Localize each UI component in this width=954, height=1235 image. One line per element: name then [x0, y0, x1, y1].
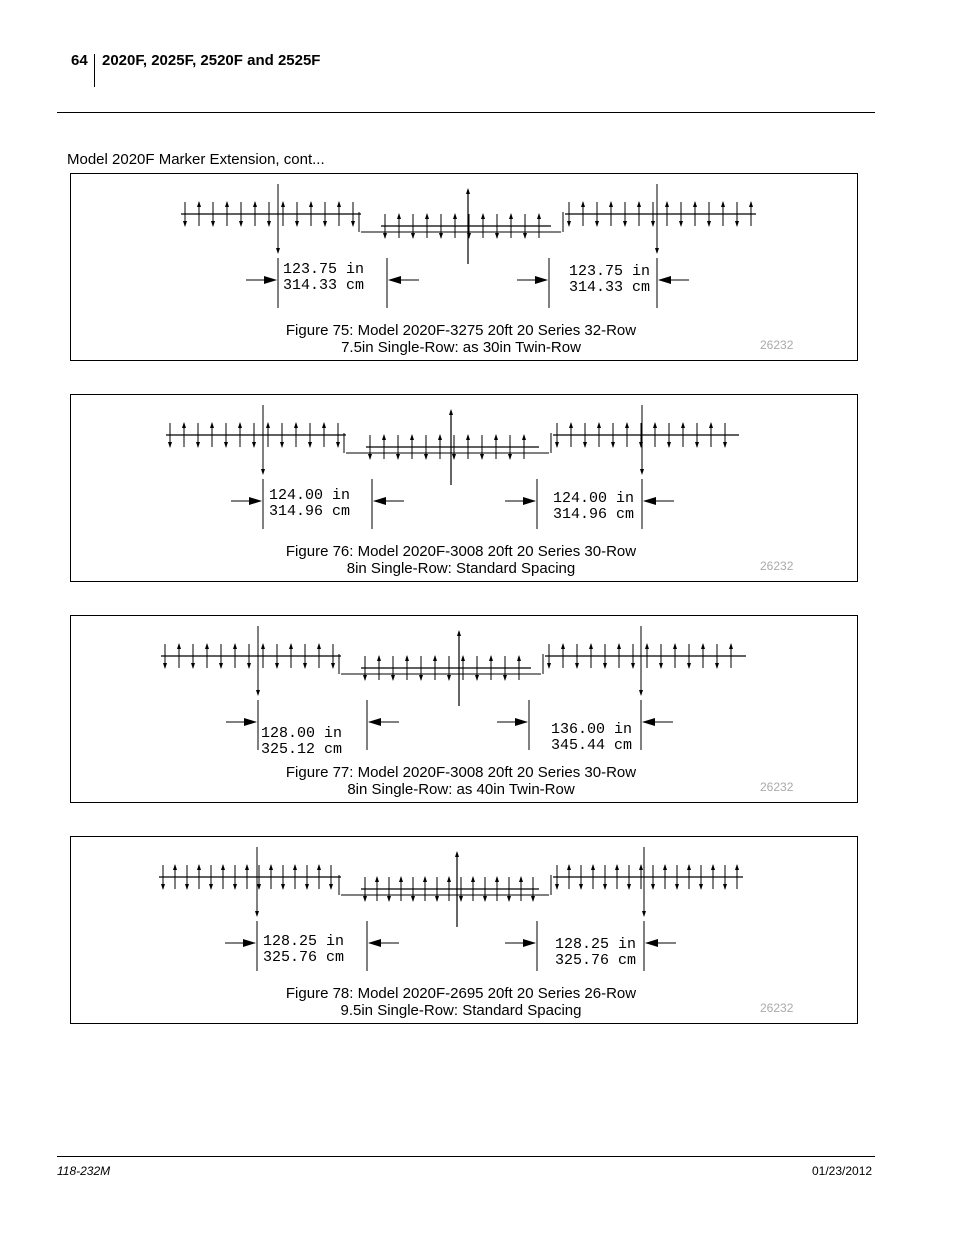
row-arrow	[631, 663, 635, 669]
row-arrow	[639, 864, 643, 870]
row-arrow	[667, 442, 671, 448]
row-arrow	[329, 884, 333, 890]
row-arrow	[645, 643, 649, 649]
row-arrow	[196, 442, 200, 448]
left-marker-arrow	[255, 911, 259, 917]
row-arrow	[233, 884, 237, 890]
row-arrow	[567, 864, 571, 870]
row-arrow	[289, 643, 293, 649]
row-arrow	[495, 233, 499, 239]
row-arrow	[597, 422, 601, 428]
row-arrow	[238, 422, 242, 428]
row-arrow	[425, 213, 429, 219]
left-dim-arrowhead-a	[264, 276, 277, 284]
row-arrow	[589, 643, 593, 649]
left-dim-arrowhead-a	[249, 497, 262, 505]
row-arrow	[611, 442, 615, 448]
row-arrow	[197, 201, 201, 207]
right-dim-cm: 314.33 cm	[569, 279, 651, 296]
row-arrow	[336, 442, 340, 448]
row-arrow	[191, 663, 195, 669]
left-dim-arrowhead-b	[368, 939, 381, 947]
row-arrow	[209, 884, 213, 890]
row-arrow	[183, 221, 187, 227]
left-marker-arrow	[256, 690, 260, 696]
row-arrow	[211, 221, 215, 227]
right-dim-in: 136.00 in	[551, 721, 633, 738]
row-arrow	[185, 884, 189, 890]
left-dim-cm: 325.12 cm	[261, 741, 343, 758]
right-dim-arrowhead-a	[535, 276, 548, 284]
right-dim-in: 128.25 in	[555, 936, 637, 953]
row-arrow	[569, 422, 573, 428]
row-arrow	[295, 221, 299, 227]
row-arrow	[257, 884, 261, 890]
row-arrow	[637, 201, 641, 207]
row-arrow	[168, 442, 172, 448]
left-dim-arrowhead-b	[388, 276, 401, 284]
row-arrow	[210, 422, 214, 428]
row-arrow	[723, 884, 727, 890]
row-arrow	[508, 454, 512, 460]
row-arrow	[459, 896, 463, 902]
row-arrow	[363, 675, 367, 681]
right-dim-arrowhead-a	[515, 718, 528, 726]
row-arrow	[219, 663, 223, 669]
hitch-arrow	[466, 188, 470, 194]
right-dim-arrowhead-a	[523, 497, 536, 505]
row-arrow	[623, 221, 627, 227]
left-marker-arrow	[276, 248, 280, 254]
right-marker-arrow	[640, 469, 644, 475]
row-arrow	[625, 422, 629, 428]
row-arrow	[547, 663, 551, 669]
row-arrow	[447, 876, 451, 882]
figure-caption	[71, 543, 851, 577]
figure-75	[70, 173, 858, 361]
row-arrow	[517, 655, 521, 661]
row-arrow	[693, 201, 697, 207]
row-arrow	[247, 663, 251, 669]
row-arrow	[452, 454, 456, 460]
row-arrow	[205, 643, 209, 649]
row-arrow	[695, 442, 699, 448]
row-arrow	[679, 221, 683, 227]
left-dim-cm: 314.33 cm	[283, 277, 365, 294]
figure-78	[70, 836, 858, 1024]
row-arrow	[447, 675, 451, 681]
row-arrow	[305, 884, 309, 890]
row-arrow	[322, 422, 326, 428]
left-dimension	[269, 488, 350, 520]
header-divider	[94, 54, 95, 87]
row-arrow	[233, 643, 237, 649]
figure-caption	[71, 985, 851, 1019]
row-arrow	[475, 675, 479, 681]
row-arrow	[723, 442, 727, 448]
row-arrow	[735, 221, 739, 227]
row-arrow	[627, 884, 631, 890]
row-arrow	[591, 864, 595, 870]
document-number: 118-232M	[57, 1164, 111, 1178]
row-arrow	[603, 663, 607, 669]
row-arrow	[651, 884, 655, 890]
row-arrow	[617, 643, 621, 649]
right-dim-in: 123.75 in	[569, 263, 651, 280]
row-arrow	[221, 864, 225, 870]
row-arrow	[509, 213, 513, 219]
row-arrow	[410, 434, 414, 440]
row-arrow	[675, 884, 679, 890]
hitch-arrow	[449, 409, 453, 415]
row-arrow	[581, 201, 585, 207]
row-arrow	[245, 864, 249, 870]
right-dimension	[553, 491, 634, 523]
left-dim-arrowhead-a	[243, 939, 256, 947]
row-arrow	[239, 221, 243, 227]
row-arrow	[396, 454, 400, 460]
row-arrow	[309, 201, 313, 207]
figure-id: 26232	[760, 338, 794, 352]
row-arrow	[281, 884, 285, 890]
row-arrow	[659, 663, 663, 669]
row-arrow	[615, 864, 619, 870]
row-arrow	[337, 201, 341, 207]
right-dim-arrowhead-b	[645, 939, 658, 947]
row-arrow	[280, 442, 284, 448]
row-arrow	[595, 221, 599, 227]
row-arrow	[721, 201, 725, 207]
row-arrow	[609, 201, 613, 207]
right-dim-arrowhead-a	[523, 939, 536, 947]
row-arrow	[555, 884, 559, 890]
row-arrow	[453, 213, 457, 219]
publication-date: 01/23/2012	[812, 1164, 873, 1178]
row-arrow	[405, 655, 409, 661]
row-arrow	[495, 876, 499, 882]
row-arrow	[707, 221, 711, 227]
row-arrow	[252, 442, 256, 448]
figure-caption	[71, 322, 851, 356]
row-arrow	[399, 876, 403, 882]
left-dim-arrowhead-b	[373, 497, 386, 505]
left-dim-in: 123.75 in	[283, 261, 365, 278]
row-arrow	[161, 884, 165, 890]
row-arrow	[433, 655, 437, 661]
figure-76	[70, 394, 858, 582]
row-arrow	[481, 213, 485, 219]
figure-caption	[71, 764, 851, 798]
left-dimension	[261, 726, 342, 758]
hitch-arrow	[457, 630, 461, 636]
row-arrow	[729, 643, 733, 649]
row-arrow	[275, 663, 279, 669]
right-dimension	[555, 937, 636, 969]
row-arrow	[583, 442, 587, 448]
right-marker-arrow	[642, 911, 646, 917]
row-arrow	[391, 675, 395, 681]
row-arrow	[461, 655, 465, 661]
row-arrow	[555, 442, 559, 448]
right-dimension	[551, 722, 632, 754]
right-dimension	[569, 264, 650, 296]
left-dim-arrowhead-b	[368, 718, 381, 726]
row-arrow	[383, 233, 387, 239]
right-dim-cm: 345.44 cm	[551, 737, 633, 754]
row-arrow	[699, 884, 703, 890]
row-arrow	[363, 896, 367, 902]
left-dim-cm: 325.76 cm	[263, 949, 345, 966]
row-arrow	[489, 655, 493, 661]
hitch-arrow	[455, 851, 459, 857]
row-arrow	[673, 643, 677, 649]
row-arrow	[561, 643, 565, 649]
row-arrow	[651, 221, 655, 227]
right-dim-arrowhead-b	[642, 718, 655, 726]
row-arrow	[507, 896, 511, 902]
caption-line-1: Figure 76: Model 2020F-3008 20ft 20 Series 30-Row	[285, 543, 637, 560]
row-arrow	[267, 221, 271, 227]
caption-line-1: Figure 78: Model 2020F-2695 20ft 20 Series 26-Row	[285, 985, 637, 1002]
row-arrow	[375, 876, 379, 882]
right-dim-arrowhead-b	[658, 276, 671, 284]
figure-id: 26232	[760, 559, 794, 573]
row-arrow	[531, 896, 535, 902]
row-arrow	[261, 643, 265, 649]
left-dim-arrowhead-a	[244, 718, 257, 726]
row-arrow	[182, 422, 186, 428]
row-arrow	[681, 422, 685, 428]
row-arrow	[687, 864, 691, 870]
row-arrow	[308, 442, 312, 448]
row-arrow	[303, 663, 307, 669]
row-arrow	[522, 434, 526, 440]
left-marker-arrow	[261, 469, 265, 475]
left-dimension	[283, 262, 364, 294]
row-arrow	[377, 655, 381, 661]
left-dim-in: 128.00 in	[261, 725, 343, 742]
right-dim-arrowhead-b	[643, 497, 656, 505]
row-arrow	[382, 434, 386, 440]
row-arrow	[419, 675, 423, 681]
row-arrow	[494, 434, 498, 440]
footer-rule	[57, 1156, 875, 1157]
row-arrow	[368, 454, 372, 460]
row-arrow	[266, 422, 270, 428]
header-rule	[57, 112, 875, 113]
row-arrow	[331, 663, 335, 669]
left-dim-in: 124.00 in	[269, 487, 351, 504]
row-arrow	[173, 864, 177, 870]
row-arrow	[397, 213, 401, 219]
caption-line-2: 8in Single-Row: Standard Spacing	[346, 560, 576, 577]
figure-id: 26232	[760, 780, 794, 794]
row-arrow	[471, 876, 475, 882]
row-arrow	[711, 864, 715, 870]
caption-line-2: 8in Single-Row: as 40in Twin-Row	[347, 781, 575, 798]
row-arrow	[411, 233, 415, 239]
row-arrow	[519, 876, 523, 882]
row-arrow	[177, 643, 181, 649]
row-arrow	[317, 864, 321, 870]
row-arrow	[665, 201, 669, 207]
section-intro: Model 2020F Marker Extension, cont...	[67, 151, 325, 168]
row-arrow	[438, 434, 442, 440]
row-arrow	[715, 663, 719, 669]
row-arrow	[735, 864, 739, 870]
row-arrow	[435, 896, 439, 902]
row-arrow	[579, 884, 583, 890]
row-arrow	[163, 663, 167, 669]
row-arrow	[439, 233, 443, 239]
caption-line-1: Figure 77: Model 2020F-3008 20ft 20 Series 30-Row	[285, 764, 637, 781]
row-arrow	[523, 233, 527, 239]
row-arrow	[197, 864, 201, 870]
row-arrow	[480, 454, 484, 460]
row-arrow	[423, 876, 427, 882]
figure-77	[70, 615, 858, 803]
left-dim-cm: 314.96 cm	[269, 503, 351, 520]
row-arrow	[424, 454, 428, 460]
row-arrow	[294, 422, 298, 428]
caption-line-2: 7.5in Single-Row: as 30in Twin-Row	[341, 339, 581, 356]
row-arrow	[537, 213, 541, 219]
row-arrow	[323, 221, 327, 227]
row-arrow	[483, 896, 487, 902]
row-arrow	[687, 663, 691, 669]
row-arrow	[701, 643, 705, 649]
caption-line-1: Figure 75: Model 2020F-3275 20ft 20 Series 32-Row	[285, 322, 637, 339]
row-arrow	[224, 442, 228, 448]
row-arrow	[709, 422, 713, 428]
row-arrow	[663, 864, 667, 870]
row-arrow	[603, 884, 607, 890]
row-arrow	[253, 201, 257, 207]
row-arrow	[351, 221, 355, 227]
row-arrow	[317, 643, 321, 649]
page-title: 2020F, 2025F, 2520F and 2525F	[102, 52, 321, 69]
left-dim-in: 128.25 in	[263, 933, 345, 950]
figure-id: 26232	[760, 1001, 794, 1015]
right-dim-cm: 325.76 cm	[555, 952, 637, 969]
row-arrow	[281, 201, 285, 207]
row-arrow	[293, 864, 297, 870]
right-dim-in: 124.00 in	[553, 490, 635, 507]
row-arrow	[466, 434, 470, 440]
row-arrow	[411, 896, 415, 902]
row-arrow	[575, 663, 579, 669]
right-dim-cm: 314.96 cm	[553, 506, 635, 523]
row-arrow	[653, 422, 657, 428]
row-arrow	[503, 675, 507, 681]
page-number: 64	[71, 52, 88, 69]
left-dimension	[263, 934, 344, 966]
row-arrow	[269, 864, 273, 870]
row-arrow	[749, 201, 753, 207]
right-marker-arrow	[639, 690, 643, 696]
row-arrow	[387, 896, 391, 902]
row-arrow	[567, 221, 571, 227]
row-arrow	[225, 201, 229, 207]
right-marker-arrow	[655, 248, 659, 254]
caption-line-2: 9.5in Single-Row: Standard Spacing	[340, 1002, 582, 1019]
